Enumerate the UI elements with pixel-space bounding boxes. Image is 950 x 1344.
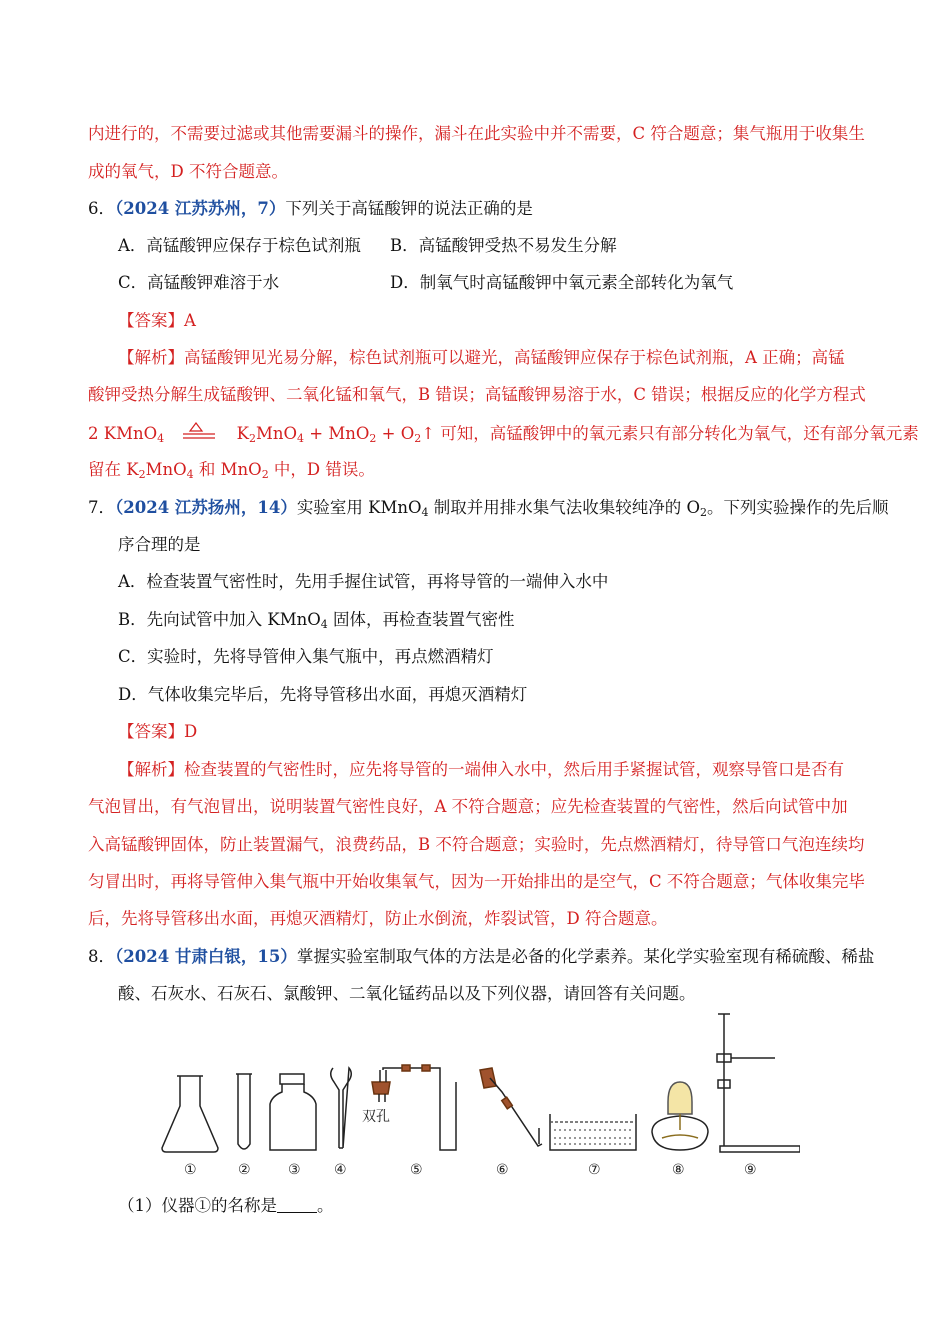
analysis-line: 入高锰酸钾固体，防止装置漏气，浪费药品，B 不符合题意；实验时，先点燃酒精灯，待导管口气泡连续均: [88, 835, 865, 854]
conical-flask-icon: [162, 1076, 218, 1152]
question-text: 掌握实验室制取气体的方法是必备的化学素养。某化学实验室现有稀硫酸、稀盐: [296, 947, 875, 966]
figure-caption: 双孔: [362, 1109, 390, 1125]
analysis-line: 后，先将导管移出水面，再熄灭酒精灯，防止水倒流，炸裂试管，D 符合题意。: [88, 909, 668, 928]
analysis-line: 酸钾受热分解生成锰酸钾、二氧化锰和氧气，B 错误；高锰酸钾易溶于水，C 错误；根据反应的化学方程式: [88, 385, 866, 404]
analysis-line: 成的氧气，D 不符合题意。: [88, 162, 288, 181]
figure-label: ②: [238, 1162, 251, 1178]
question-text: 酸、石灰水、石灰石、氯酸钾、二氧化锰药品以及下列仪器，请回答有关问题。: [118, 984, 696, 1003]
iron-stand-icon: [717, 1014, 800, 1152]
option-b: B．先向试管中加入 KMnO$_4$ 固体，再检查装置气密性: [118, 610, 515, 631]
question-text: 下列关于高锰酸钾的说法正确的是: [285, 199, 533, 218]
question-7-stem: 7．（2024 江苏扬州，14）实验室用 KMnO$_4$ 制取并用排水集气法收集较纯净的 $O_2$。下列实验操作的先后顺: [88, 498, 889, 519]
answer-blank[interactable]: [277, 1196, 317, 1213]
analysis-line: 气泡冒出，有气泡冒出，说明装置气密性良好，A 不符合题意；应先检查装置的气密性，然后向试管中加: [88, 797, 848, 816]
question-source: （2024 甘肃白银，15）: [115, 947, 297, 966]
option-c: C．高锰酸钾难溶于水: [118, 273, 280, 292]
question-number: 6．: [88, 199, 115, 218]
heating-condition-icon: [181, 421, 227, 443]
water-trough-icon: [550, 1114, 636, 1150]
option-c: C．实验时，先将导管伸入集气瓶中，再点燃酒精灯: [118, 647, 494, 666]
figure-label: ④: [334, 1162, 347, 1178]
analysis-line: 【解析】高锰酸钾见光易分解，棕色试剂瓶可以避光，高锰酸钾应保存于棕色试剂瓶，A 正确；高锰: [118, 348, 845, 367]
analysis-line: 【解析】检查装置的气密性时，应先将导管的一端伸入水中，然后用手紧握试管，观察导管口是否有: [118, 760, 844, 779]
option-d: D．制氧气时高锰酸钾中氧元素全部转化为氧气: [390, 273, 734, 292]
question-number: 7．: [88, 498, 115, 517]
question-source: （2024 江苏苏州，7）: [115, 199, 286, 218]
sub-question-1: （1）仪器①的名称是 。: [118, 1196, 334, 1215]
question-text: 序合理的是: [118, 535, 201, 554]
option-a: A．检查装置气密性时，先用手握住试管，再将导管的一端伸入水中: [118, 572, 609, 591]
analysis-line: 留在 $K_2MnO_4$ 和 MnO$_2$ 中，D 错误。: [88, 460, 375, 481]
figure-label: ⑨: [744, 1162, 757, 1178]
figure-label: ③: [288, 1162, 301, 1178]
question-8-stem: [88, 945, 874, 969]
gas-bottle-icon: [270, 1074, 316, 1150]
test-tube-icon: [236, 1074, 252, 1149]
figure-label: ⑧: [672, 1162, 685, 1178]
figure-label: ⑤: [410, 1162, 423, 1178]
chemical-equation-line: 2 KMnO$_4$ $K_2MnO_4 + MnO_2$ + $O_2↑$ 可知，高锰酸钾中的氧元素只有部分转化为氧气，还有部分氧元素: [88, 421, 919, 451]
figure-label: ⑦: [588, 1162, 601, 1178]
analysis-line: 内进行的，不需要过滤或其他需要漏斗的操作，漏斗在此实验中并不需要，C 符合题意；集气瓶用于收集生: [88, 124, 865, 143]
analysis-line: 匀冒出时，再将导管伸入集气瓶中开始收集氧气，因为一开始排出的是空气，C 不符合题意；气体收集完毕: [88, 872, 865, 891]
figure-label: ①: [184, 1162, 197, 1178]
figure-label: ⑥: [496, 1162, 509, 1178]
option-b: B．高锰酸钾受热不易发生分解: [390, 236, 617, 255]
option-d: D．气体收集完毕后，先将导管移出水面，再熄灭酒精灯: [118, 685, 528, 704]
long-neck-funnel-icon: [331, 1068, 352, 1148]
question-number: 8．: [88, 947, 115, 966]
equation-reactant: 2 KMnO: [88, 424, 158, 443]
lab-apparatus-figure: [150, 1010, 800, 1190]
answer: 【答案】D: [118, 722, 198, 741]
answer: 【答案】A: [118, 311, 196, 330]
question-6-stem: [88, 197, 533, 221]
option-a: A．高锰酸钾应保存于棕色试剂瓶: [118, 236, 361, 255]
single-hole-stopper-icon: [480, 1068, 542, 1146]
alcohol-lamp-icon: [652, 1082, 708, 1150]
double-hole-stopper-icon: [372, 1065, 456, 1150]
question-source: （2024 江苏扬州，14）: [115, 498, 297, 517]
